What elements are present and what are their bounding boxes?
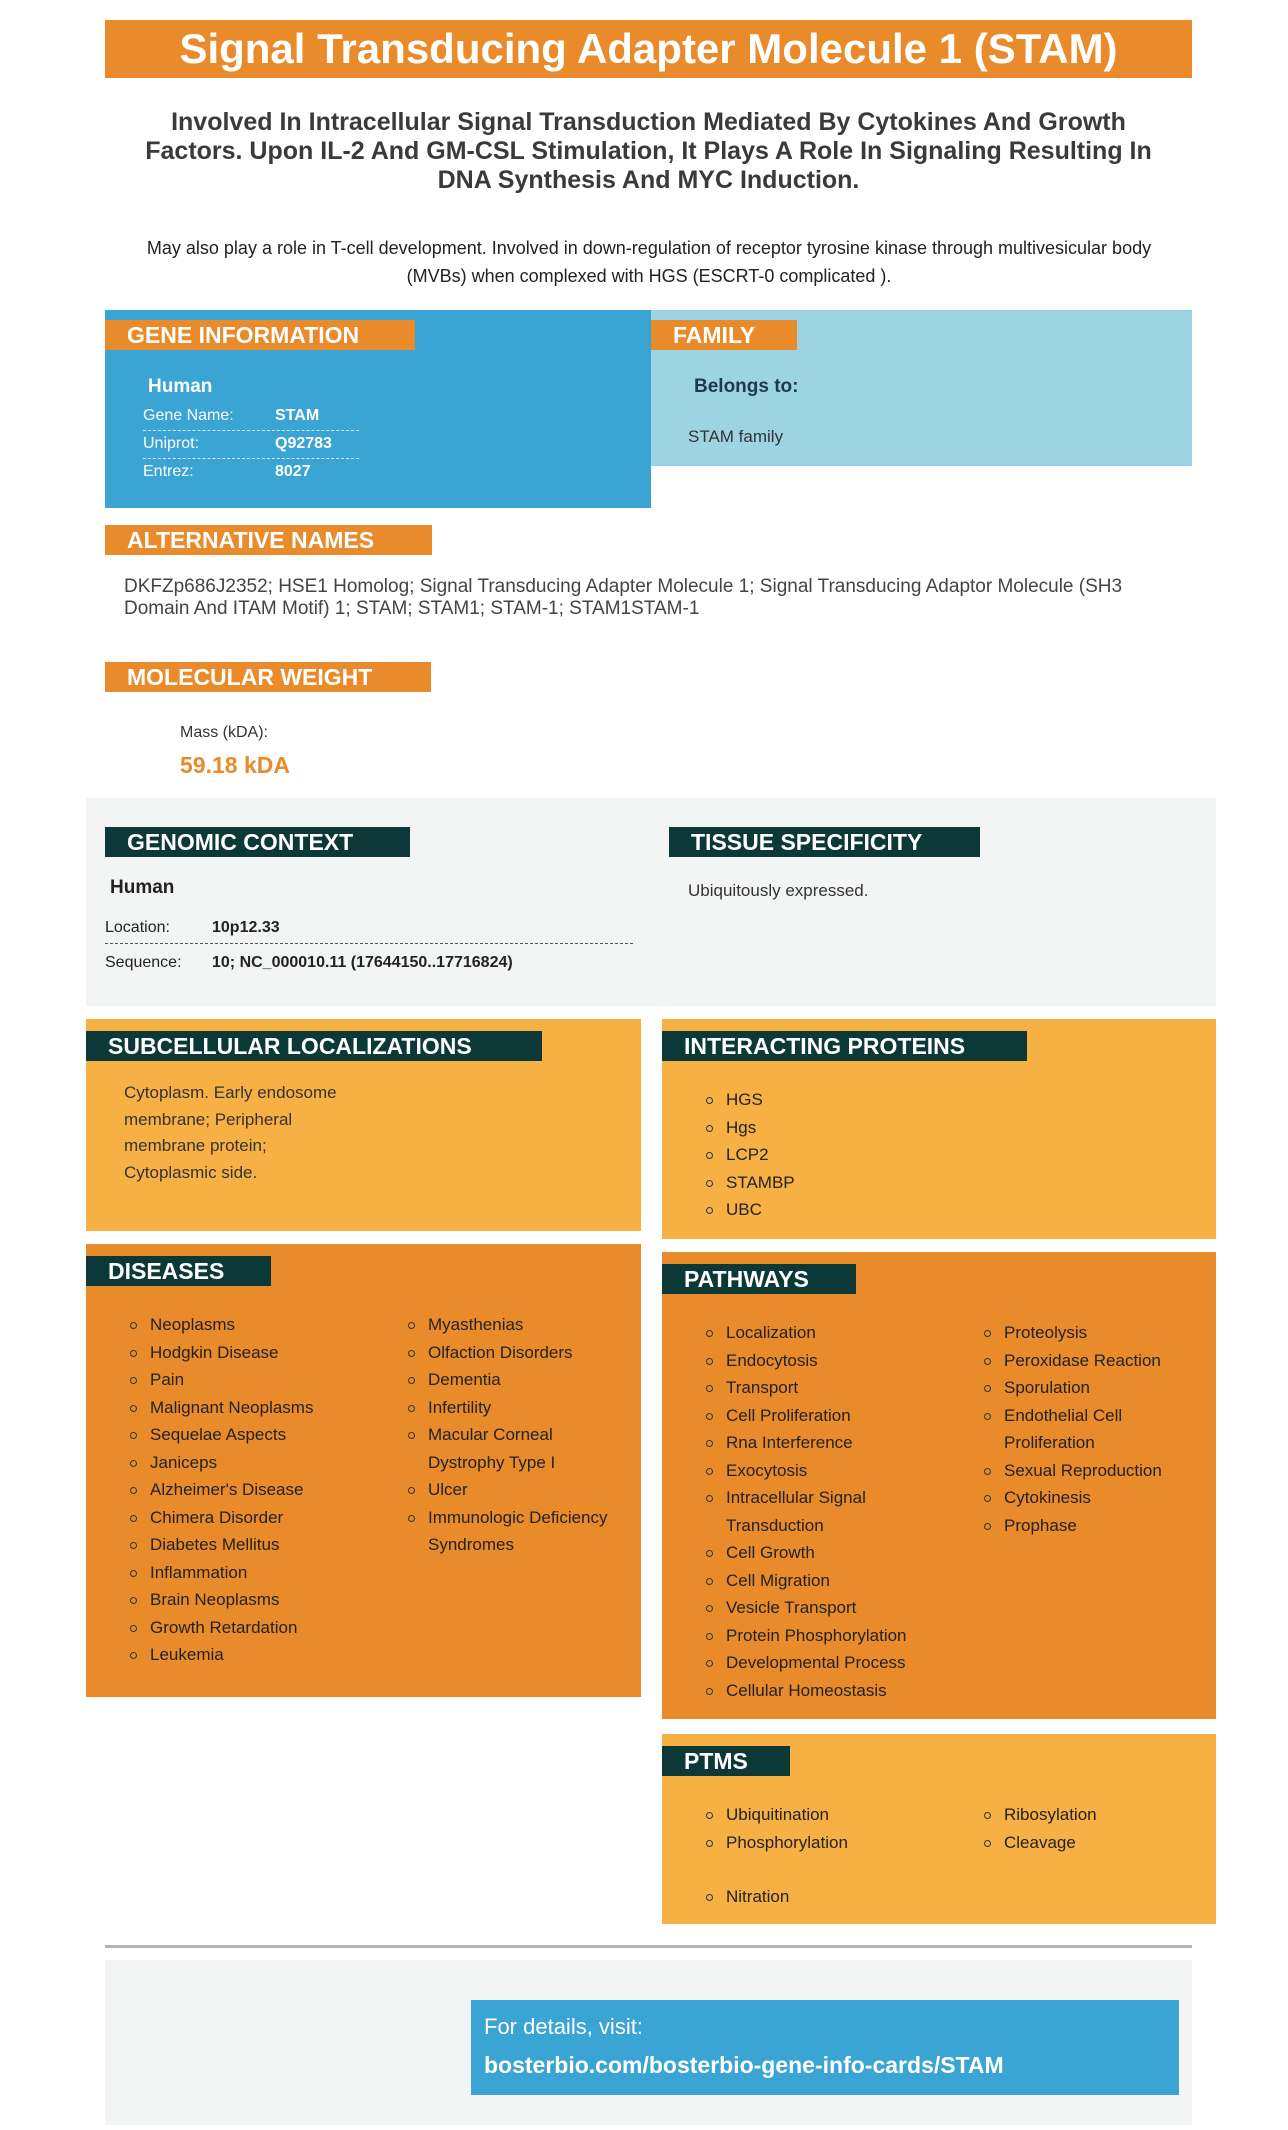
list-item: Chimera Disorder [130, 1504, 390, 1532]
gene-information-heading: GENE INFORMATION [105, 320, 415, 350]
list-item: Malignant Neoplasms [130, 1394, 390, 1422]
list-item: Sporulation [984, 1374, 1194, 1402]
summary-description: May also play a role in T-cell development. Involved in down-regulation of receptor tyrosine kinase through multivesicular body (MVBs) when complexed with HGS (ESCRT-0 complicated ). [146, 238, 1152, 286]
uniprot-value: Q92783 [275, 435, 332, 452]
sequence-label: Sequence: [105, 954, 182, 971]
entrez-label: Entrez: [143, 463, 194, 480]
entrez-value: 8027 [275, 463, 311, 480]
list-item: Neoplasms [130, 1311, 390, 1339]
list-item: Janiceps [130, 1449, 390, 1477]
list-item: Leukemia [130, 1641, 390, 1669]
list-item: Cytokinesis [984, 1484, 1194, 1512]
list-item: Cell Proliferation [706, 1402, 936, 1430]
list-item: Olfaction Disorders [408, 1339, 628, 1367]
list-item: Ribosylation [984, 1801, 1194, 1829]
pathways-list-col2 [984, 1319, 1194, 1539]
list-item: Vesicle Transport [706, 1594, 936, 1622]
family-value: STAM family [688, 427, 784, 446]
location-value: 10p12.33 [212, 919, 280, 936]
gene-species: Human [148, 376, 213, 397]
subcellular-text: Cytoplasm. Early endosome membrane; Peripheral membrane protein; Cytoplasmic side. [124, 1083, 337, 1182]
ptms-heading: PTMS [662, 1746, 790, 1776]
pathways-list-col1 [706, 1319, 936, 1704]
list-item: Nitration [706, 1883, 936, 1911]
alternative-names-text: DKFZp686J2352; HSE1 Homolog; Signal Transducing Adapter Molecule 1; Signal Transducing Adaptor Molecule (SH3 Domain And ITAM Motif) 1; STAM; STAM1; STAM-1; STAM1STAM-1 [124, 576, 1123, 619]
list-item: Ubiquitination [706, 1801, 936, 1829]
interacting-proteins-heading: INTERACTING PROTEINS [662, 1031, 1027, 1061]
list-item: Prophase [984, 1512, 1194, 1540]
footer-divider [105, 1945, 1192, 1948]
list-item: Brain Neoplasms [130, 1586, 390, 1614]
details-label: For details, visit: [484, 2014, 643, 2039]
list-item: Intracellular Signal Transduction [706, 1484, 906, 1539]
pathways-heading: PATHWAYS [662, 1264, 856, 1294]
list-item: Localization [706, 1319, 936, 1347]
list-item: Phosphorylation [706, 1829, 936, 1857]
location-row [105, 914, 633, 944]
sequence-value: 10; NC_000010.11 (17644150..17716824) [212, 954, 513, 971]
page-title: Signal Transducing Adapter Molecule 1 (STAM) [105, 20, 1192, 78]
list-item: Infertility [408, 1394, 628, 1422]
mass-value: 59.18 kDA [180, 752, 290, 778]
list-item: Exocytosis [706, 1457, 936, 1485]
list-item: Ulcer [408, 1476, 628, 1504]
entrez-row [143, 459, 359, 487]
mass-label: Mass (kDA): [180, 724, 268, 741]
list-item: Growth Retardation [130, 1614, 390, 1642]
list-item: Transport [706, 1374, 936, 1402]
list-item: Sexual Reproduction [984, 1457, 1194, 1485]
sequence-row [105, 949, 633, 979]
diseases-list-col2 [408, 1311, 628, 1559]
subcellular-heading: SUBCELLULAR LOCALIZATIONS [86, 1031, 542, 1061]
list-item: Macular Corneal Dystrophy Type I [408, 1421, 568, 1476]
list-item: Cell Migration [706, 1567, 936, 1595]
list-item: Immunologic Deficiency Syndromes [408, 1504, 638, 1559]
list-item: Inflammation [130, 1559, 390, 1587]
genomic-context-heading: GENOMIC CONTEXT [105, 827, 410, 857]
list-item: Cellular Homeostasis [706, 1677, 936, 1705]
list-item: Dementia [408, 1366, 628, 1394]
summary-heading: Involved In Intracellular Signal Transduction Mediated By Cytokines And Growth Factors. Upon IL-2 And GM-CSL Stimulation, It Plays A Role In Signaling Resulting In DNA Synthesis And MYC Induction. [145, 108, 1152, 194]
ptms-list-col2 [984, 1801, 1194, 1856]
ptms-list-col1-extra [706, 1883, 936, 1911]
list-item: Hgs [706, 1114, 956, 1142]
list-item: Endocytosis [706, 1347, 936, 1375]
list-item: Proteolysis [984, 1319, 1194, 1347]
list-item: Diabetes Mellitus [130, 1531, 390, 1559]
location-label: Location: [105, 919, 170, 936]
list-item: LCP2 [706, 1141, 956, 1169]
uniprot-row [143, 431, 359, 459]
list-item: UBC [706, 1196, 956, 1224]
list-item: Cell Growth [706, 1539, 936, 1567]
list-item: STAMBP [706, 1169, 956, 1197]
list-item: Peroxidase Reaction [984, 1347, 1194, 1375]
list-item: Protein Phosphorylation [706, 1622, 936, 1650]
list-item: Myasthenias [408, 1311, 628, 1339]
family-belongs-label: Belongs to: [694, 376, 799, 397]
gene-name-row [143, 403, 359, 431]
list-item: Rna Interference [706, 1429, 936, 1457]
list-item: Alzheimer's Disease [130, 1476, 390, 1504]
interacting-proteins-list [706, 1086, 956, 1224]
ptms-list-col1 [706, 1801, 936, 1856]
gene-name-value: STAM [275, 407, 320, 424]
details-url[interactable]: bosterbio.com/bosterbio-gene-info-cards/STAM [484, 2052, 1004, 2078]
alternative-names-heading: ALTERNATIVE NAMES [105, 525, 432, 555]
diseases-list-col1 [130, 1311, 390, 1669]
list-item: Cleavage [984, 1829, 1194, 1857]
list-item: Sequelae Aspects [130, 1421, 390, 1449]
list-item: Hodgkin Disease [130, 1339, 390, 1367]
diseases-heading: DISEASES [86, 1256, 271, 1286]
list-item: Pain [130, 1366, 390, 1394]
tissue-specificity-text: Ubiquitously expressed. [688, 881, 869, 900]
list-item: Endothelial Cell Proliferation [984, 1402, 1144, 1457]
tissue-specificity-heading: TISSUE SPECIFICITY [669, 827, 980, 857]
molecular-weight-heading: MOLECULAR WEIGHT [105, 662, 431, 692]
genomic-species: Human [110, 877, 175, 898]
uniprot-label: Uniprot: [143, 435, 200, 452]
list-item: HGS [706, 1086, 956, 1114]
details-link-box[interactable] [471, 2000, 1179, 2095]
list-item: Developmental Process [706, 1649, 936, 1677]
family-heading: FAMILY [651, 320, 797, 350]
gene-name-label: Gene Name: [143, 407, 234, 424]
